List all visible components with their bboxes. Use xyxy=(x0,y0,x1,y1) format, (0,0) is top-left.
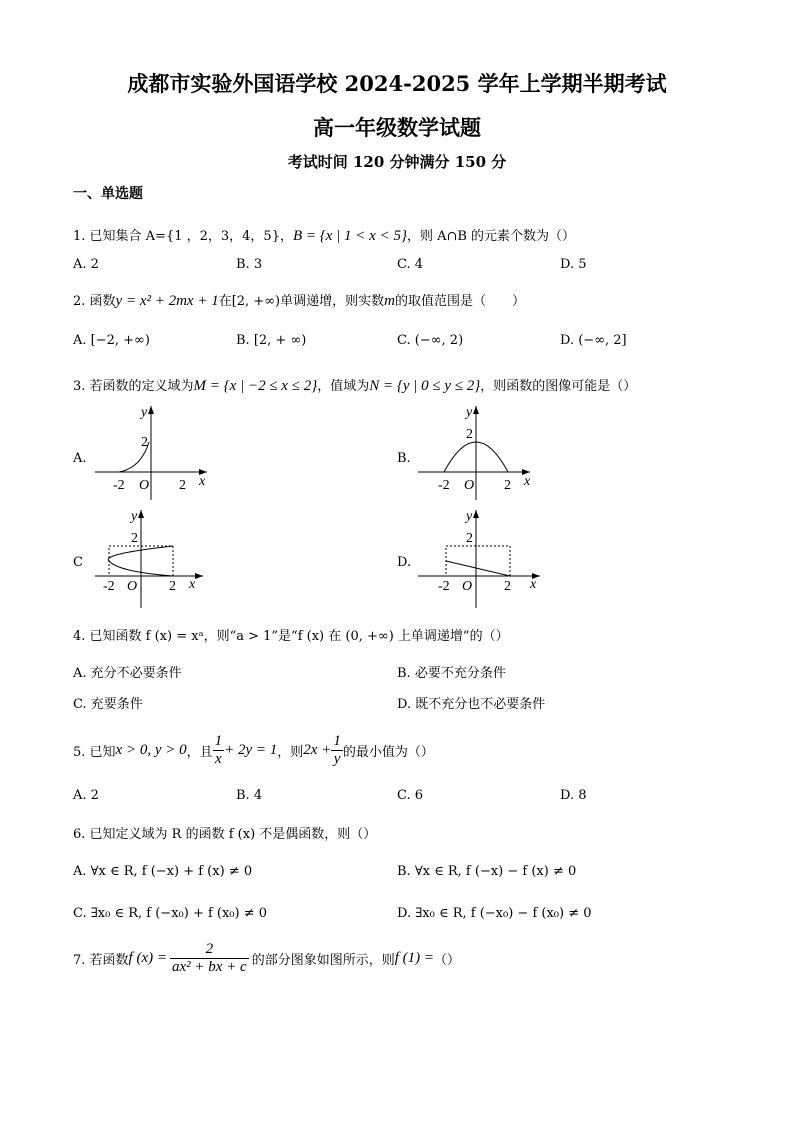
q1-option-a[interactable]: A. 2 xyxy=(73,257,99,272)
q4-option-d[interactable]: D. 既不充分也不必要条件 xyxy=(397,697,546,712)
question-7 xyxy=(73,936,460,980)
top-tick: 2 xyxy=(141,435,148,450)
q2-stem-b: 在[2, +∞)单调递增，则实数 xyxy=(218,294,385,309)
top-tick: 2 xyxy=(131,531,138,546)
y-arrow-icon xyxy=(473,510,479,518)
q5-equation: + 2y = 1 xyxy=(224,741,278,758)
q7-fraction: $\frac{2}{\text{ax² + bx + c}}$ xyxy=(171,941,247,975)
y-label: y xyxy=(131,509,138,524)
q5-stem-d: 的最小值为（） xyxy=(342,744,434,760)
question-4: 4. 已知函数 f (x) = xᵃ，则“a > 1”是“f (x) 在 (0, +∞) 上单调递增”的（） xyxy=(73,629,509,644)
q2-option-b[interactable]: B. [2, + ∞) xyxy=(236,333,307,348)
q7-rhs: f (1) = xyxy=(394,949,434,966)
q3-option-c-label[interactable]: C xyxy=(73,555,83,570)
q2-option-c[interactable]: C. (−∞, 2) xyxy=(397,333,464,348)
y-arrow-icon xyxy=(148,406,154,414)
x-arrow-icon xyxy=(195,573,203,579)
origin-label: O xyxy=(127,579,138,594)
q5-stem-a: 5. 已知 xyxy=(73,744,116,760)
q5-condition: x > 0, y > 0 xyxy=(115,741,187,758)
pos-tick: 2 xyxy=(504,579,511,594)
pos-tick: 2 xyxy=(504,478,511,493)
section-heading: 一、单选题 xyxy=(73,186,143,202)
q3-option-b-label[interactable]: B. xyxy=(397,451,411,466)
q1-set-b: B = {x | 1 < x < 5} xyxy=(292,228,407,244)
q1-option-b[interactable]: B. 3 xyxy=(236,257,263,272)
question-5 xyxy=(73,728,434,772)
q5-option-d[interactable]: D. 8 xyxy=(560,788,587,803)
q2-var: m xyxy=(384,293,395,309)
question-2 xyxy=(73,290,525,310)
q6-option-d[interactable]: D. ∃x₀ ∈ R, f (−x₀) − f (x₀) ≠ 0 xyxy=(397,906,592,921)
q3-stem-c: ，则函数的图像可能是（） xyxy=(480,379,637,394)
top-tick: 2 xyxy=(466,427,473,442)
q4-option-a[interactable]: A. 充分不必要条件 xyxy=(73,666,182,681)
neg-tick: -2 xyxy=(103,579,115,594)
q5-stem-b: ，且 xyxy=(186,744,213,760)
origin-label: O xyxy=(462,579,473,594)
q6-option-c[interactable]: C. ∃x₀ ∈ R, f (−x₀) + f (x₀) ≠ 0 xyxy=(73,906,268,921)
q5-fraction-1: $\frac{1}{x}$ xyxy=(214,733,223,767)
q1-stem-b: ，则 A∩B 的元素个数为（） xyxy=(406,229,576,244)
graph-line xyxy=(446,561,510,576)
question-3 xyxy=(73,375,636,395)
q5-option-a[interactable]: A. 2 xyxy=(73,788,99,803)
x-label: x xyxy=(199,474,206,489)
question-1 xyxy=(73,225,575,245)
q2-function: y = x² + 2mx + 1 xyxy=(115,293,219,309)
q3-graph-c[interactable] xyxy=(95,506,220,610)
q7-lhs: f (x) = xyxy=(128,949,167,966)
top-tick: 2 xyxy=(466,531,473,546)
q2-option-a[interactable]: A. [−2, +∞) xyxy=(73,333,150,348)
x-label: x xyxy=(189,577,196,592)
exam-subtitle: 高一年级数学试题 xyxy=(313,115,481,140)
x-label: x xyxy=(524,474,531,489)
q3-option-d-label[interactable]: D. xyxy=(397,555,412,570)
pos-tick: 2 xyxy=(179,478,186,493)
question-6: 6. 已知定义域为 R 的函数 f (x) 不是偶函数，则（） xyxy=(73,827,377,842)
q1-option-c[interactable]: C. 4 xyxy=(397,257,424,272)
y-arrow-icon xyxy=(138,510,144,518)
q5-expression: 2x + xyxy=(303,741,332,758)
q3-domain: M = {x | −2 ≤ x ≤ 2} xyxy=(193,378,318,394)
q5-stem-c: ，则 xyxy=(277,744,304,760)
q7-stem-c: （） xyxy=(434,952,461,968)
q3-graph-d[interactable] xyxy=(418,506,548,610)
q3-range: N = {y | 0 ≤ y ≤ 2} xyxy=(369,378,481,394)
q3-graph-b[interactable] xyxy=(418,402,543,502)
y-label: y xyxy=(141,405,148,420)
dashed-box xyxy=(446,546,510,576)
q2-stem-c: 的取值范围是（ ） xyxy=(394,294,525,309)
q5-option-b[interactable]: B. 4 xyxy=(236,788,263,803)
pos-tick: 2 xyxy=(169,579,176,594)
y-arrow-icon xyxy=(473,406,479,414)
neg-tick: -2 xyxy=(113,478,125,493)
q4-option-b[interactable]: B. 必要不充分条件 xyxy=(397,666,506,681)
q7-stem-b: 的部分图象如图所示，则 xyxy=(251,952,395,968)
y-label: y xyxy=(466,405,473,420)
q7-stem-a: 7. 若函数 xyxy=(73,952,129,968)
origin-label: O xyxy=(464,478,475,493)
q5-fraction-2: $\frac{1}{y}$ xyxy=(333,733,341,767)
q5-option-c[interactable]: C. 6 xyxy=(397,788,424,803)
q2-stem-a: 2. 函数 xyxy=(73,294,116,309)
q1-option-d[interactable]: D. 5 xyxy=(560,257,587,272)
neg-tick: -2 xyxy=(438,478,450,493)
q1-stem-a: 1. 已知集合 A={1 ，2，3，4，5}， xyxy=(73,229,293,244)
q6-option-a[interactable]: A. ∀x ∈ R, f (−x) + f (x) ≠ 0 xyxy=(73,864,253,879)
origin-label: O xyxy=(139,478,150,493)
q6-option-b[interactable]: B. ∀x ∈ R, f (−x) − f (x) ≠ 0 xyxy=(397,864,577,879)
neg-tick: -2 xyxy=(438,579,450,594)
q4-option-c[interactable]: C. 充要条件 xyxy=(73,697,143,712)
q3-option-a-label[interactable]: A. xyxy=(73,451,87,466)
exam-title: 成都市实验外国语学校 2024-2025 学年上学期半期考试 xyxy=(127,71,667,96)
q3-stem-b: ，值域为 xyxy=(317,379,370,394)
q2-option-d[interactable]: D. (−∞, 2] xyxy=(560,333,627,348)
q3-stem-a: 3. 若函数的定义域为 xyxy=(73,379,194,394)
y-label: y xyxy=(466,509,473,524)
x-label: x xyxy=(530,577,537,592)
q3-graph-a[interactable] xyxy=(95,402,220,502)
exam-meta: 考试时间 120 分钟满分 150 分 xyxy=(287,153,507,171)
